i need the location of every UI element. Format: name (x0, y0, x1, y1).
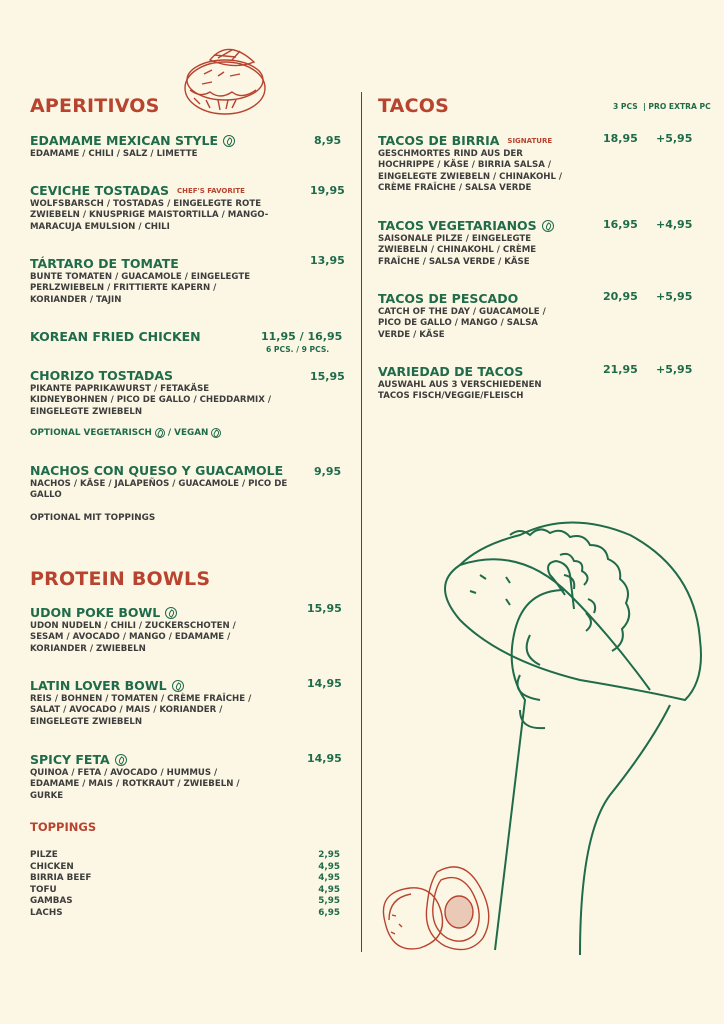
item-name: VARIEDAD DE TACOS (378, 364, 524, 379)
topping-row: CHICKEN 4,95 (30, 861, 340, 872)
item-name: NACHOS CON QUESO Y GUACAMOLE (30, 463, 284, 478)
item-desc: QUINOA / FETA / AVOCADO / HUMMUS / EDAMAME / MAIS / ROTKRAUT / ZWIEBELN / GURKE (30, 768, 240, 801)
item-price: 16,95 (603, 218, 638, 231)
item-desc: PIKANTE PAPRIKAWURST / FETAKÄSE KIDNEYBOHNEN / PICO DE GALLO / CHEDDARMIX / EINGELEGTE ZWIEBELN (30, 384, 271, 417)
menu-item (30, 463, 290, 502)
menu-item (30, 256, 270, 306)
item-price: 14,95 (307, 677, 342, 690)
menu-item (30, 133, 342, 160)
item-name: TACOS VEGETARIANOS (378, 218, 558, 233)
item-name: SPICY FETA (30, 752, 265, 767)
item-extra-price: +5,95 (656, 290, 693, 303)
item-name: CHORIZO TOSTADAS (30, 368, 174, 383)
item-desc: GESCHMORTES RIND AUS DER HOCHRIPPE / KÄSE / BIRRIA SALSA / EINGELEGTE ZWIEBELN / CHINAKOHL / CRÈME FRAÎCHE / SALSA VERDE (378, 149, 563, 194)
item-price: 18,95 (603, 132, 638, 145)
leaf-icon (172, 680, 184, 692)
item-price: 9,95 (314, 465, 342, 478)
item-price: 20,95 (603, 290, 638, 303)
item-price: 19,95 (310, 184, 345, 197)
item-name: CEVICHE TOSTADAS CHEF'S FAVORITE (30, 183, 245, 198)
tacos-title: TACOS (378, 95, 449, 117)
toppings-note: OPTIONAL MIT TOPPINGS (30, 513, 156, 523)
topping-row: TOFU 4,95 (30, 884, 340, 895)
item-price: 15,95 (310, 370, 345, 383)
leaf-icon (165, 607, 177, 619)
item-desc: UDON NUDELN / CHILI / ZUCKERSCHOTEN / SESAM / AVOCADO / MANGO / EDAMAME / KORIANDER / ZWIEBELN (30, 621, 236, 654)
item-desc: BUNTE TOMATEN / GUACAMOLE / EINGELEGTE PERLZWIEBELN / FRITTIERTE KAPERN / KORIANDER / TAJIN (30, 272, 251, 305)
item-price: 15,95 (307, 602, 342, 615)
menu-item (30, 605, 270, 655)
menu-item (30, 183, 288, 233)
tostada-illustration (180, 40, 270, 120)
item-name: TACOS DE PESCADO (378, 291, 519, 306)
item-desc: CATCH OF THE DAY / GUACAMOLE / PICO DE GALLO / MANGO / SALSA VERDE / KÄSE (378, 307, 546, 340)
topping-row: GAMBAS 5,95 (30, 896, 340, 907)
menu-item (30, 368, 285, 418)
menu-item (30, 752, 265, 802)
item-name: EDAMAME MEXICAN STYLE (30, 133, 342, 148)
item-desc: EDAMAME / CHILI / SALZ / LIMETTE (30, 149, 198, 159)
item-price: 13,95 (310, 254, 345, 267)
item-price: 14,95 (307, 752, 342, 765)
pieces-note: 6 PCS. / 9 PCS. (266, 345, 330, 354)
item-extra-price: +5,95 (656, 132, 693, 145)
leaf-icon (115, 754, 127, 766)
item-desc: WOLFSBARSCH / TOSTADAS / EINGELEGTE ROTE ZWIEBELN / KNUSPRIGE MAISTORTILLA / MANGO-MARACUJA EMULSION / CHILI (30, 199, 269, 232)
leaf-icon (223, 135, 235, 147)
menu-item (378, 291, 563, 341)
item-price: 21,95 (603, 363, 638, 376)
item-extra-price: +5,95 (656, 363, 693, 376)
item-price: 8,95 (314, 134, 342, 147)
item-name: TÁRTARO DE TOMATE (30, 256, 179, 271)
item-desc: SAISONALE PILZE / EINGELEGTE ZWIEBELN / CHINAKOHL / CRÈME FRAÎCHE / SALSA VERDE / KÄSE (378, 234, 537, 267)
toppings-list (30, 850, 340, 920)
menu-item (30, 329, 260, 344)
item-name: UDON POKE BOWL (30, 605, 270, 620)
item-name: LATIN LOVER BOWL (30, 678, 270, 693)
protein-bowls-title: PROTEIN BOWLS (30, 568, 211, 590)
item-price: 11,95 / 16,95 (261, 330, 343, 343)
item-name: TACOS DE BIRRIA SIGNATURE (378, 133, 553, 148)
topping-row: BIRRIA BEEF 4,95 (30, 873, 340, 884)
item-name: KOREAN FRIED CHICKEN (30, 329, 201, 344)
topping-row: PILZE 2,95 (30, 850, 340, 860)
signature-badge: SIGNATURE (507, 136, 553, 145)
chef-favorite-badge: CHEF'S FAVORITE (177, 186, 245, 195)
menu-item (378, 364, 563, 403)
menu-item (30, 678, 270, 728)
leaf-icon (542, 220, 554, 232)
tacos-header: 3 PCS | PRO EXTRA PC (613, 102, 711, 111)
item-extra-price: +4,95 (656, 218, 693, 231)
vegetarian-note: OPTIONAL VEGETARISCH / VEGAN (30, 428, 221, 438)
item-desc: AUSWAHL AUS 3 VERSCHIEDENEN TACOS FISCH/VEGGIE/FLEISCH (378, 380, 542, 402)
avocado-illustration (375, 862, 495, 952)
toppings-title: TOPPINGS (30, 820, 97, 834)
topping-row: LACHS 6,95 (30, 907, 340, 918)
leaf-icon (155, 428, 165, 438)
leaf-icon (211, 428, 221, 438)
aperitivos-title: APERITIVOS (30, 95, 160, 117)
column-divider (361, 92, 362, 952)
menu-item (378, 218, 558, 268)
item-desc: NACHOS / KÄSE / JALAPEÑOS / GUACAMOLE / PICO DE GALLO (30, 479, 288, 501)
menu-item (378, 133, 578, 195)
item-desc: REIS / BOHNEN / TOMATEN / CRÈME FRAÎCHE / SALAT / AVOCADO / MAIS / KORIANDER / EINGELEGTE ZWIEBELN (30, 694, 252, 727)
